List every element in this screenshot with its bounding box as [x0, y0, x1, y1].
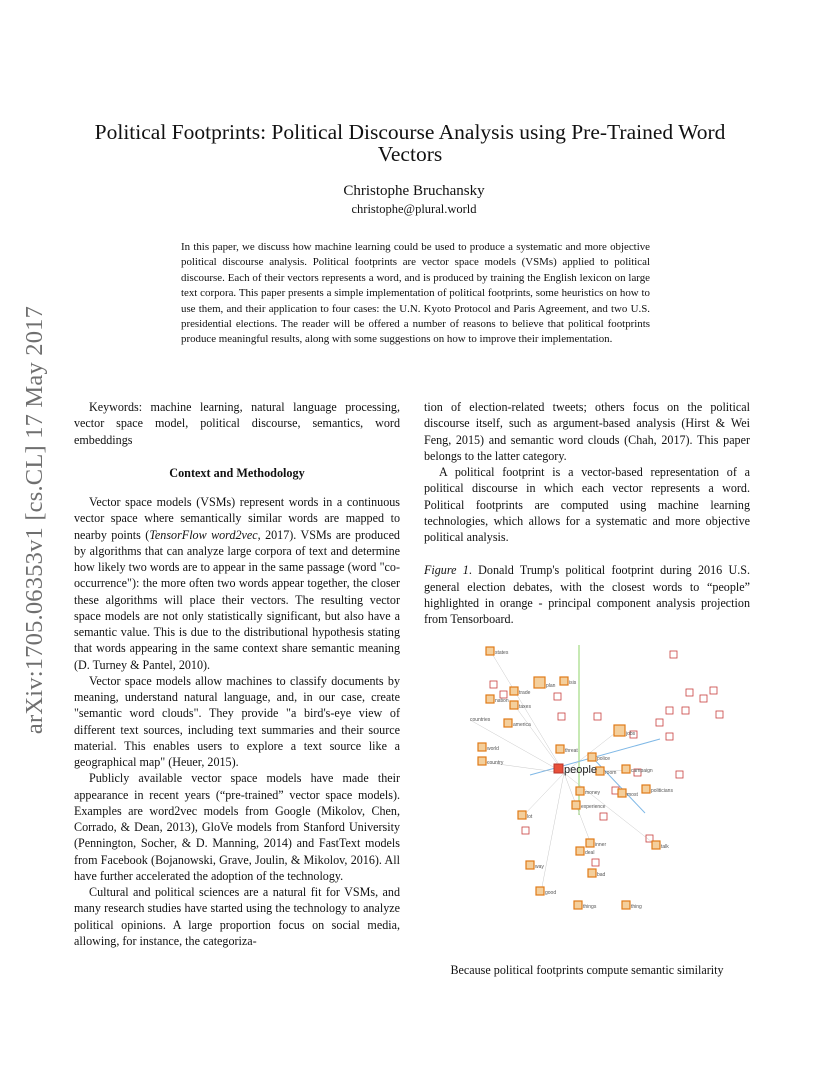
word-marker	[666, 733, 673, 740]
word-marker	[500, 691, 507, 698]
similarity-line	[541, 773, 564, 892]
word-marker-highlighted	[586, 839, 594, 847]
word-marker	[490, 681, 497, 688]
word-marker	[656, 719, 663, 726]
word-label: threat	[565, 748, 578, 754]
similarity-line	[491, 652, 564, 773]
similarity-line	[515, 706, 564, 773]
figure-word-cloud	[470, 635, 740, 915]
keywords: Keywords: machine learning, natural language processing, vector space model, political discourse, semantics, word embeddings	[74, 400, 400, 447]
word-marker	[682, 707, 689, 714]
word-marker-highlighted	[622, 901, 630, 909]
similarity-line	[523, 773, 564, 816]
word-marker-highlighted	[572, 801, 580, 809]
paragraph-start: Because political footprints compute semantic similarity	[450, 963, 724, 977]
word-marker-highlighted	[486, 695, 494, 703]
word-marker-highlighted	[560, 677, 568, 685]
word-label: isis	[569, 680, 577, 686]
word-label: money	[585, 790, 601, 796]
word-label: talk	[661, 844, 669, 850]
paragraph	[74, 494, 400, 673]
word-label: countries	[470, 717, 491, 723]
word-marker-highlighted	[504, 719, 512, 727]
word-marker-highlighted	[596, 767, 604, 775]
word-label: politicians	[651, 788, 673, 794]
word-marker	[700, 695, 707, 702]
author-email: christophe@plural.world	[351, 202, 477, 216]
word-marker	[594, 713, 601, 720]
word-label: inner	[595, 842, 607, 848]
word-marker-highlighted	[556, 745, 564, 753]
word-label: way	[535, 864, 544, 870]
word-marker-highlighted	[588, 753, 596, 761]
word-label: good	[545, 890, 557, 896]
citation-italic: TensorFlow word2vec	[149, 527, 258, 542]
word-label: thing	[631, 904, 642, 910]
word-label: trade	[519, 690, 531, 696]
word-label: plan	[546, 683, 556, 689]
author-name: Christophe Bruchansky	[343, 183, 485, 199]
word-label: world	[487, 746, 499, 752]
word-marker	[600, 813, 607, 820]
word-label: most	[627, 792, 638, 798]
word-label: bad	[597, 872, 606, 878]
word-marker	[666, 707, 673, 714]
right-column	[424, 399, 750, 627]
word-marker-highlighted	[486, 647, 494, 655]
word-marker-highlighted	[576, 847, 584, 855]
word-marker-highlighted	[588, 869, 596, 877]
arxiv-identifier	[20, 280, 50, 760]
word-marker	[686, 689, 693, 696]
word-marker	[554, 693, 561, 700]
word-label: taxes	[519, 704, 531, 710]
word-marker-highlighted	[510, 687, 518, 695]
word-label: police	[597, 756, 611, 762]
word-marker-highlighted	[478, 743, 486, 751]
center-word-marker	[554, 764, 563, 773]
word-marker	[710, 687, 717, 694]
word-marker	[592, 859, 599, 866]
paragraph-text: , 2017). VSMs are produced by algorithms that can analyze large corpora of text and determine how likely two words are to appear in the same passage (word "co-occurrence"): the more often two words appear together, the closer these algorithms will place their vectors. The resulting vector space models are not only statistically significant, but also have a semantic value. This is due to the distributional hypothesis stating that words appearing in the same context share semantic meaning (D. Turney & Pantel, 2010).	[74, 527, 400, 672]
word-marker-highlighted	[526, 861, 534, 869]
word-marker-highlighted	[576, 787, 584, 795]
word-marker-highlighted	[478, 757, 486, 765]
word-marker-highlighted	[536, 887, 544, 895]
word-label: country	[487, 760, 504, 766]
word-cloud-plot	[470, 635, 740, 915]
abstract: In this paper, we discuss how machine learning could be used to produce a systematic and more objective political discourse analysis. Political footprints are vector space models (VSMs) applied to political discourse. Each of their vectors represents a word, and is produced by training the English lexicon on large text corpora. This paper presents a simple implementation of political footprints, some heuristics on how to use them, and their application to four cases: the U.N. Kyoto Protocol and Paris Agreement, and two U.S. presidential elections. The reader will be offered a number of reasons to believe that political footprints produce meaningful results, along with some suggestions on how to improve their implementation.	[181, 241, 650, 346]
word-marker-highlighted	[574, 901, 582, 909]
word-label: jobs	[626, 731, 636, 737]
paragraph: tion of election-related tweets; others focus on the political discourse itself, such as argument-based analysis (Hirst & Wei Feng, 2015) and semantic word clouds (Chah, 2017). This paper belongs to the latter category.	[424, 400, 750, 463]
word-marker	[716, 711, 723, 718]
word-marker-highlighted	[510, 701, 518, 709]
paragraph-text: Vector space models (VSMs) represent words in a continuous vector space where semantically similar words are mapped to nearby points (	[74, 495, 400, 542]
paragraph: Cultural and political sciences are a natural fit for VSMs, and many research studies have started using the technology to analyze political opinions. A large proportion focus on social media, allowing, for instance, the categoriza-	[74, 885, 400, 948]
word-label: experience	[581, 804, 606, 810]
figure-label: Figure 1	[424, 563, 469, 578]
word-marker	[558, 713, 565, 720]
word-marker	[670, 651, 677, 658]
left-column	[74, 399, 400, 949]
word-marker-highlighted	[618, 789, 626, 797]
section-heading: Context and Methodology	[169, 465, 305, 480]
word-marker-highlighted	[622, 765, 630, 773]
word-label: america	[513, 722, 531, 728]
word-marker-highlighted	[642, 785, 650, 793]
word-label: nation	[495, 698, 509, 704]
figure-caption	[424, 562, 750, 627]
word-label: lot	[527, 814, 533, 820]
arxiv-id-text: arXiv:1705.06353v1 [cs.CL] 17 May 2017	[21, 305, 48, 735]
paragraph: A political footprint is a vector-based representation of a political discourse in which each vector represents a word. Political footprints are computed using machine learning technologies, which allows for a systematic and more objective political analysis.	[424, 465, 750, 544]
word-label: room	[605, 770, 617, 776]
word-marker-highlighted	[614, 725, 625, 736]
paper-title: Political Footprints: Political Discourse Analysis using Pre-Trained Word Vectors	[94, 120, 726, 166]
word-label: deal	[585, 850, 595, 856]
word-marker	[676, 771, 683, 778]
word-label: things	[583, 904, 597, 910]
caption-text: . Donald Trump's political footprint during 2016 U.S. general election debates, with the closest words to “people” highlighted in orange - principal component analysis projection from Tensorboard.	[424, 563, 750, 626]
word-label: campaign	[631, 768, 653, 774]
word-marker-highlighted	[534, 677, 545, 688]
word-marker-highlighted	[518, 811, 526, 819]
center-word-label: people	[564, 764, 598, 776]
word-marker-highlighted	[652, 841, 660, 849]
paragraph: Vector space models allow machines to classify documents by meaning, understand natural language, and, in our case, create "semantic word clouds". They provide "a bird's-eye view of different text sources, including text summaries and their source material. This enables users to explore a text source like a geographical map" (Heuer, 2015).	[74, 673, 400, 769]
word-marker	[522, 827, 529, 834]
paragraph: Publicly available vector space models have made their appearance in recent years (“pre-trained” vector space models). Examples are word2vec models from Google (Mikolov, Chen, Corrado, & Dean, 2013), GloVe models from Stanford University (Pennington, Socher, & D. Manning, 2014) and FastText models from Facebook (Bojanowski, Grave, Joulin, & Mikolov, 2016). All have further accelerated the adoption of the technology.	[74, 771, 400, 883]
word-label: states	[495, 650, 509, 656]
